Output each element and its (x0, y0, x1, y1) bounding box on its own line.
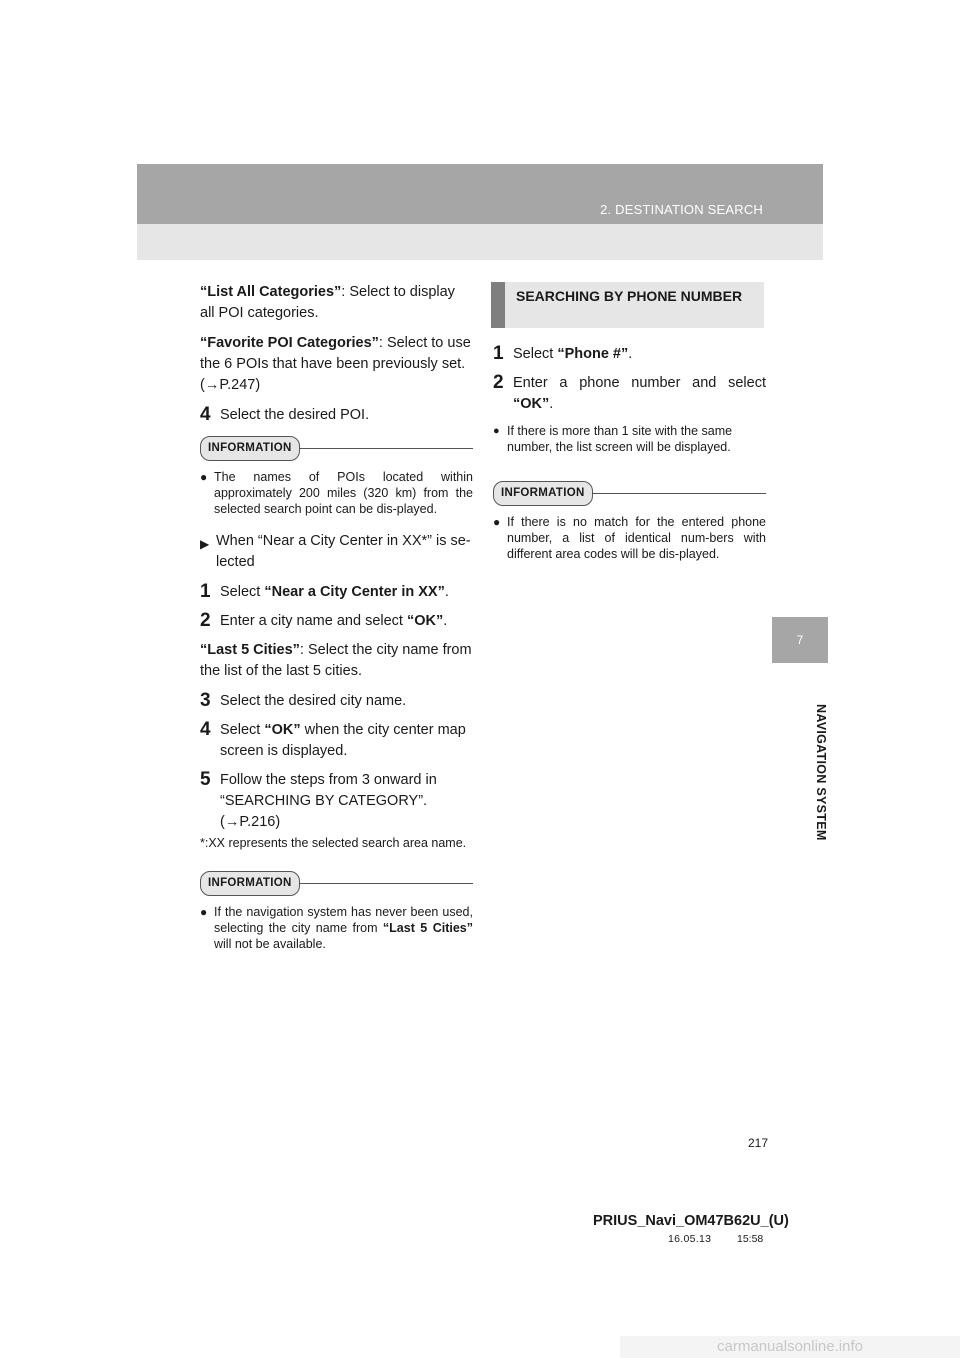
favorite-poi-desc: : Select to use the 6 POIs that have been previously set. (200, 335, 471, 372)
information-tag: INFORMATION (493, 481, 593, 506)
step-number: 2 (200, 610, 211, 631)
document-time: 15:58 (737, 1233, 764, 1245)
bullet-dot-icon: ● (493, 515, 501, 529)
condition-line (200, 531, 473, 573)
chapter-tab-label: NAVIGATION SYSTEM (814, 703, 828, 841)
watermark: carmanualsonline.info (620, 1336, 960, 1358)
step-text: Select “Phone #”. (513, 346, 633, 362)
step-text: Select “OK” when the city center map screen is displayed. (220, 722, 466, 759)
header-subband (137, 224, 823, 260)
step-number: 1 (200, 581, 211, 602)
step-item (200, 582, 473, 603)
bullet-text: If there is more than 1 site with the same number, the list screen will be displayed. (507, 424, 733, 454)
list-all-categories-paragraph (200, 282, 473, 324)
step-text: Select “Near a City Center in XX”. (220, 584, 449, 600)
step-number: 4 (200, 719, 211, 740)
information-box (493, 481, 766, 562)
left-column (200, 282, 473, 966)
step-item (200, 770, 473, 833)
bullet-item (493, 423, 766, 455)
divider (300, 448, 473, 449)
step-text: Follow the steps from 3 onward in “SEARCHING BY CATEGORY”. (→P.216) (220, 772, 437, 830)
heading-bar (491, 282, 505, 328)
information-item (200, 904, 473, 952)
step-number: 1 (493, 343, 504, 364)
information-tag: INFORMATION (200, 871, 300, 896)
step-item (493, 344, 766, 365)
information-header (493, 481, 766, 506)
step-text: Enter a phone number and select “OK”. (513, 375, 766, 412)
page-reference: (→P.247) (200, 377, 261, 393)
document-code: PRIUS_Navi_OM47B62U_(U) (593, 1213, 789, 1229)
page-number: 217 (748, 1136, 769, 1150)
last-5-cities-paragraph (200, 640, 473, 682)
step-item (200, 691, 473, 712)
information-text: The names of POIs located within approximately 200 miles (320 km) from the selected search point can be dis-played. (214, 470, 473, 516)
bullet-circle-icon: ● (493, 425, 500, 437)
condition-text: When “Near a City Center in XX*” is se-lected (216, 533, 471, 570)
step-item (493, 373, 766, 415)
last-5-cities-desc: : Select the city name from the list of the last 5 cities. (200, 642, 472, 679)
chapter-tab-number: 7 (772, 617, 828, 663)
bullet-dot-icon: ● (200, 905, 208, 919)
last-5-cities-term: “Last 5 Cities” (200, 642, 300, 658)
information-text: If the navigation system has never been used, selecting the city name from “Last 5 Cities” will not be available. (214, 905, 473, 951)
section-heading-text: SEARCHING BY PHONE NUMBER (516, 288, 743, 304)
step-text: Select the desired POI. (220, 407, 370, 423)
information-header (200, 436, 473, 461)
list-all-categories-term: “List All Categories” (200, 284, 342, 300)
information-text: If there is no match for the entered phone number, a list of identical num-bers with different area codes will be dis-played. (507, 515, 766, 561)
favorite-poi-term: “Favorite POI Categories” (200, 335, 379, 351)
step-text: Enter a city name and select “OK”. (220, 613, 448, 629)
step-item (200, 405, 473, 426)
triangle-right-icon: ▶ (200, 537, 210, 551)
divider (300, 883, 473, 884)
right-column (493, 282, 766, 576)
document-date: 16.05.13 (668, 1233, 712, 1245)
section-heading (491, 282, 764, 328)
information-item (493, 514, 766, 562)
information-item (200, 469, 473, 517)
information-box (200, 436, 473, 517)
bullet-dot-icon: ● (200, 470, 208, 484)
information-tag: INFORMATION (200, 436, 300, 461)
favorite-poi-paragraph (200, 333, 473, 396)
step-number: 5 (200, 769, 211, 790)
step-item (200, 611, 473, 632)
footnote: *:XX represents the selected search area name. (200, 836, 467, 850)
list-all-categories-desc: : Select to display all POI categories. (200, 284, 455, 321)
step-number: 2 (493, 372, 504, 393)
step-text: Select the desired city name. (220, 693, 407, 709)
section-title: 2. DESTINATION SEARCH (600, 202, 763, 217)
information-box (200, 871, 473, 952)
step-number: 4 (200, 404, 211, 425)
divider (593, 493, 766, 494)
information-header (200, 871, 473, 896)
step-number: 3 (200, 690, 211, 711)
step-item (200, 720, 473, 762)
